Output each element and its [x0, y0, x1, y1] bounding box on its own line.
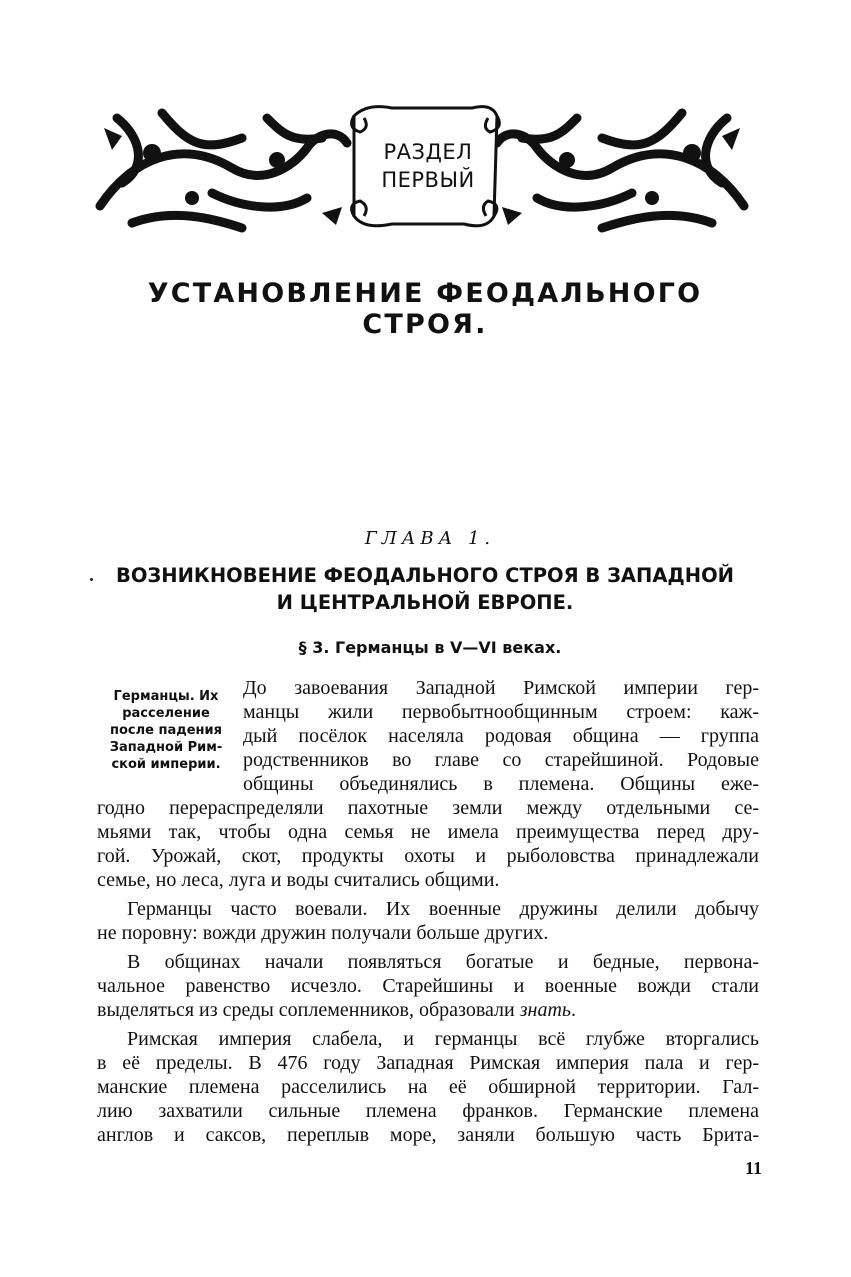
body-line-text: выделяться из среды соплеменников, образовали	[97, 999, 520, 1021]
body-line: дый посёлок населяла родовая община — группа	[243, 725, 759, 747]
body-line: не поровну: вожди дружин получали больше других.	[97, 922, 549, 944]
body-line: До завоевания Западной Римской империи гер-	[243, 677, 759, 699]
body-line: годно перераспределяли пахотные земли между отдельными се-	[97, 797, 759, 819]
body-line: чальное равенство исчезло. Старейшины и военные вожди стали	[97, 975, 759, 997]
body-line: англов и саксов, переплыв море, заняли большую часть Брита-	[97, 1124, 759, 1146]
body-line: общины объединялись в племена. Общины еже-	[243, 773, 759, 795]
margin-note-line: Западной Рим-	[109, 740, 223, 755]
margin-note-line: Германцы. Их	[113, 689, 219, 704]
scroll-label	[355, 138, 501, 194]
period: .	[571, 999, 577, 1021]
chapter-title-line: ВОЗНИКНОВЕНИЕ ФЕОДАЛЬНОГО СТРОЯ В ЗАПАДНОЙ	[115, 564, 735, 587]
body-line: Римская империя слабела, и германцы всё глубже вторгались	[127, 1028, 759, 1050]
body-line: семье, но леса, луга и воды считались общими.	[97, 869, 500, 891]
paragraph-heading: § 3. Германцы в V—VI веках.	[298, 638, 562, 657]
body-line: родственников во главе со старейшиной. Родовые	[243, 749, 759, 771]
body-line: манские племена расселились на её обширной территории. Гал-	[97, 1076, 759, 1098]
section-ordinal-word: ПЕРВЫЙ	[381, 168, 475, 192]
chapter-title-line: И ЦЕНТРАЛЬНОЙ ЕВРОПЕ.	[276, 591, 574, 614]
section-number-word: РАЗДЕЛ	[383, 140, 473, 164]
body-line: Германцы часто воевали. Их военные дружины делили добычу	[127, 898, 759, 920]
chapter-title	[90, 562, 760, 616]
chapter-label: ГЛАВА 1.	[364, 528, 496, 549]
section-title: УСТАНОВЛЕНИЕ ФЕОДАЛЬНОГО СТРОЯ.	[147, 278, 703, 340]
margin-note-line: расселение	[122, 706, 210, 721]
body-line	[97, 998, 576, 1022]
margin-note-line: ской империи.	[111, 757, 221, 772]
margin-note-line: после падения	[110, 723, 222, 738]
body-line: лию захватили сильные племена франков. Германские племена	[97, 1100, 759, 1122]
body-line: гой. Урожай, скот, продукты охоты и рыболовства принадлежали	[97, 845, 759, 867]
body-line: В общинах начали появляться богатые и бедные, первона-	[127, 951, 759, 973]
body-line: в её пределы. В 476 году Западная Римская империя пала и гер-	[97, 1052, 759, 1074]
page-number: 11	[744, 1158, 762, 1178]
body-line: мьями так, чтобы одна семья не имела преимущества перед дру-	[97, 821, 759, 843]
margin-note	[97, 688, 235, 773]
emphasized-term: знать	[519, 999, 572, 1021]
body-line: манцы жили первобытнообщинным строем: каж-	[243, 701, 759, 723]
